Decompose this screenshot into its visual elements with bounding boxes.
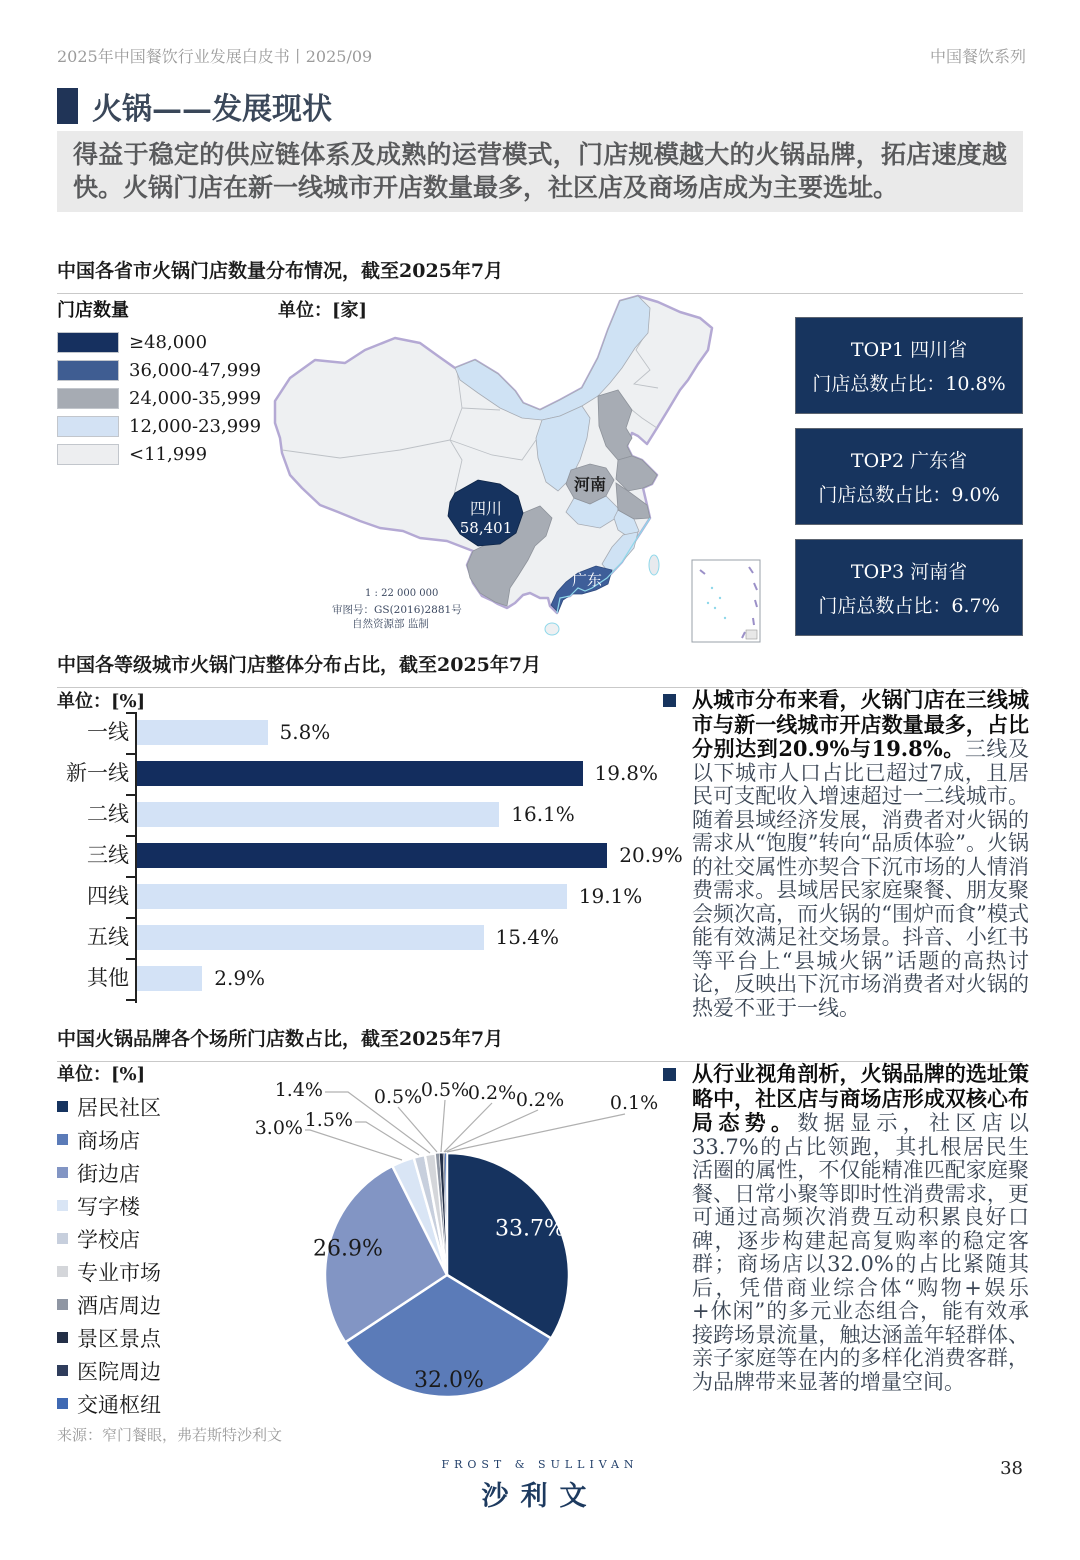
legend-label: ≥48,000 [129, 332, 208, 353]
top-box-line1: TOP2 广东省 [850, 450, 968, 472]
bar-value-label: 2.9% [214, 966, 266, 990]
top-box-line2: 门店总数占比：6.7% [818, 595, 1000, 617]
taiwan-island [649, 555, 659, 575]
legend-swatch [57, 1398, 68, 1409]
map-scale: 1 : 22 000 000 [365, 588, 439, 599]
legend-swatch [57, 1266, 68, 1277]
bar-category-label: 其他 [87, 966, 129, 990]
bar-value-label: 20.9% [619, 843, 683, 867]
bar-category-label: 新一线 [66, 761, 129, 785]
pie-callout-label: 0.1% [609, 1092, 659, 1114]
legend-swatch [57, 1200, 68, 1211]
legend-label: 商场店 [77, 1128, 140, 1153]
map-legend-item [57, 332, 261, 353]
legend-label: 居民社区 [77, 1095, 161, 1120]
legend-swatch [57, 1134, 68, 1145]
pie-callout-label: 0.2% [467, 1082, 517, 1104]
pie-callout-label: 3.0% [254, 1117, 303, 1139]
pie-callout-label: 0.5% [373, 1086, 423, 1108]
venue-strategy-note [663, 1062, 1029, 1394]
label-sichuan: 四川 [469, 499, 503, 518]
top-province-box [795, 317, 1023, 414]
legend-swatch [57, 1332, 68, 1343]
pie-leader-line [447, 1114, 625, 1152]
pie-leader-line [445, 1110, 538, 1152]
city-tier-bar-chart [57, 708, 683, 1020]
legend-label: 学校店 [77, 1227, 140, 1252]
bar [137, 720, 268, 745]
bar [137, 925, 484, 950]
pie-legend-item [57, 1387, 161, 1420]
pie-leader-line [441, 1100, 445, 1152]
pie-legend-item [57, 1156, 161, 1189]
legend-swatch [57, 388, 119, 409]
bar-value-label: 16.1% [511, 802, 575, 826]
map-license-2: 自然资源部 监制 [352, 618, 429, 630]
note-rest: 三线及以下城市人口占比已超过7成，且居民可支配收入增速超过一二线城市。随着县域经济发展，消费者对火锅的需求从“饱腹”转向“品质体验”。火锅的社交属性亦契合下沉市场的人情消费需求。县域居民家庭聚餐、朋友聚会频次高，而火锅的“围炉而食”模式能有效满足社交场景。抖音、小红书等平台上“县城火锅”话题的高热讨论，反映出下沉市场消费者对火锅的热爱不亚于一线。 [692, 737, 1030, 1020]
note-rest: 数据显示，社区店以33.7%的占比领跑，其扎根居民生活圈的属性，不仅能精准匹配家庭聚餐、日常小聚等即时性消费需求，更可通过高频次消费互动积累良好口碑，逐步构建起高复购率的稳定客群；商场店以32.0%的占比紧随其后，凭借商业综合体“购物+娱乐+休闲”的多元业态组合，能有效承接跨场景流量，触达涵盖年轻群体、亲子家庭等在内的多样化消费客群，为品牌带来显著的增量空间。 [692, 1111, 1030, 1394]
legend-label: 36,000-47,999 [129, 360, 262, 381]
bar-category-label: 四线 [87, 884, 129, 908]
pie-legend-item [57, 1123, 161, 1156]
legend-label: 专业市场 [77, 1260, 161, 1285]
bar-section-title: 中国各等级城市火锅门店整体分布占比，截至2025年7月 [57, 650, 1023, 688]
bar-value-label: 5.8% [279, 720, 331, 744]
axis-tick [126, 917, 135, 919]
legend-swatch [57, 1167, 68, 1178]
map-legend-item [57, 416, 261, 437]
axis-tick [126, 876, 135, 878]
legend-label: 写字楼 [77, 1194, 140, 1219]
legend-swatch [57, 416, 119, 437]
axis-tick [126, 712, 135, 714]
pie-legend-item [57, 1288, 161, 1321]
legend-swatch [57, 1365, 68, 1376]
pie-inside-label: 33.7% [495, 1216, 565, 1242]
pie-callout-label: 0.5% [420, 1079, 470, 1101]
note-text [692, 1062, 1029, 1394]
pie-inside-label: 26.9% [313, 1236, 383, 1262]
header-right: 中国餐饮系列 [929, 47, 1026, 66]
header-left: 2025年中国餐饮行业发展白皮书丨2025/09 [57, 47, 373, 66]
note-bold: 从行业视角剖析，火锅品牌的选址策略中，社区店与商场店形成双核心布局态势。 [692, 1061, 1029, 1136]
square-bullet-icon [663, 1068, 676, 1081]
map-legend-item [57, 360, 261, 381]
note-text [692, 688, 1029, 1020]
map-section-title: 中国各省市火锅门店数量分布情况，截至2025年7月 [57, 256, 1023, 294]
label-sichuan-value: 58,401 [459, 519, 513, 537]
key-takeaway-banner: 得益于稳定的供应链体系及成熟的运营模式，门店规模越大的火锅品牌，拓店速度越快。火锅门店在新一线城市开店数量最多，社区店及商场店成为主要选址。 [57, 131, 1023, 212]
bar-category-label: 五线 [87, 925, 129, 949]
pie-legend-item [57, 1090, 161, 1123]
hainan-island [545, 623, 559, 635]
source-note: 来源：窄门餐眼，弗若斯特沙利文 [57, 1426, 283, 1444]
venue-pie-chart [170, 1062, 670, 1417]
top-province-box [795, 428, 1023, 525]
axis-tick [126, 958, 135, 960]
top-box-line2: 门店总数占比：10.8% [812, 373, 1006, 395]
pie-leader-line [305, 1130, 402, 1160]
pie-legend-item [57, 1321, 161, 1354]
legend-swatch [57, 1101, 68, 1112]
bar-value-label: 15.4% [495, 925, 560, 949]
top-box-line1: TOP3 河南省 [850, 561, 968, 583]
pie-legend [57, 1090, 161, 1420]
legend-label: 景区景点 [77, 1326, 161, 1351]
bar [137, 761, 583, 786]
legend-swatch [57, 360, 119, 381]
pie-leader-line [444, 1103, 492, 1152]
map-legend [57, 296, 261, 472]
label-guangdong: 广东 [571, 571, 603, 589]
legend-swatch [57, 1299, 68, 1310]
legend-label: 12,000-23,999 [129, 416, 262, 437]
bar-unit-label: 单位：[%] [57, 691, 146, 712]
legend-label: <11,999 [129, 444, 208, 465]
bar-value-label: 19.1% [578, 884, 643, 908]
bar-axis [135, 712, 137, 1003]
map-legend-item [57, 388, 261, 409]
logo-chinese: 沙利文 [481, 1481, 599, 1512]
label-henan: 河南 [573, 475, 607, 494]
logo-english: FROST & SULLIVAN [441, 1458, 639, 1471]
pie-unit-label: 单位：[%] [57, 1064, 146, 1085]
pie-section-title: 中国火锅品牌各个场所门店数占比，截至2025年7月 [57, 1024, 1023, 1062]
bar-category-label: 三线 [87, 843, 129, 867]
legend-swatch [57, 444, 119, 465]
legend-label: 24,000-35,999 [129, 388, 262, 409]
china-choropleth-map [260, 288, 780, 650]
note-bold: 从城市分布来看，火锅门店在三线城市与新一线城市开店数量最多，占比分别达到20.9%与19.8%。 [692, 687, 1029, 762]
axis-tick [126, 753, 135, 755]
top-box-line2: 门店总数占比：9.0% [818, 484, 1000, 506]
map-legend-title: 门店数量 [57, 300, 129, 321]
pie-legend-item [57, 1354, 161, 1387]
square-bullet-icon [663, 694, 676, 707]
map-unit-label: 单位：[家] [278, 300, 368, 321]
city-distribution-note [663, 688, 1029, 1020]
pie-callout-label: 1.4% [274, 1079, 323, 1101]
bar-category-label: 二线 [87, 802, 129, 826]
top-province-box [795, 539, 1023, 636]
frost-sullivan-logo [0, 1458, 1080, 1513]
page-number: 38 [1000, 1458, 1023, 1479]
top-box-line1: TOP1 四川省 [850, 339, 968, 361]
pie-legend-item [57, 1189, 161, 1222]
bar [137, 884, 567, 909]
pie-callout-label: 1.5% [304, 1109, 353, 1131]
top-province-boxes [795, 317, 1023, 650]
map-legend-item [57, 444, 261, 465]
legend-label: 酒店周边 [77, 1293, 161, 1318]
sea-inset [692, 560, 760, 642]
bar-value-label: 19.8% [594, 761, 659, 785]
page-title-row [57, 84, 332, 128]
bar [137, 802, 499, 827]
map-license-1: 审图号：GS(2016)2881号 [332, 604, 462, 616]
axis-tick [126, 794, 135, 796]
legend-label: 医院周边 [77, 1359, 161, 1384]
page-title: 火锅——发展现状 [92, 92, 332, 127]
axis-tick [126, 999, 135, 1001]
axis-tick [126, 835, 135, 837]
pie-legend-item [57, 1255, 161, 1288]
legend-label: 交通枢纽 [77, 1392, 161, 1417]
pie-inside-label: 32.0% [414, 1367, 484, 1393]
title-bullet [57, 88, 78, 124]
pie-leader-line [355, 1122, 419, 1155]
legend-swatch [57, 1233, 68, 1244]
bar [137, 966, 202, 991]
bar [137, 843, 607, 868]
pie-callout-label: 0.2% [515, 1089, 565, 1111]
pie-legend-item [57, 1222, 161, 1255]
bar-category-label: 一线 [87, 720, 129, 744]
legend-swatch [57, 332, 119, 353]
legend-label: 街边店 [77, 1161, 140, 1186]
